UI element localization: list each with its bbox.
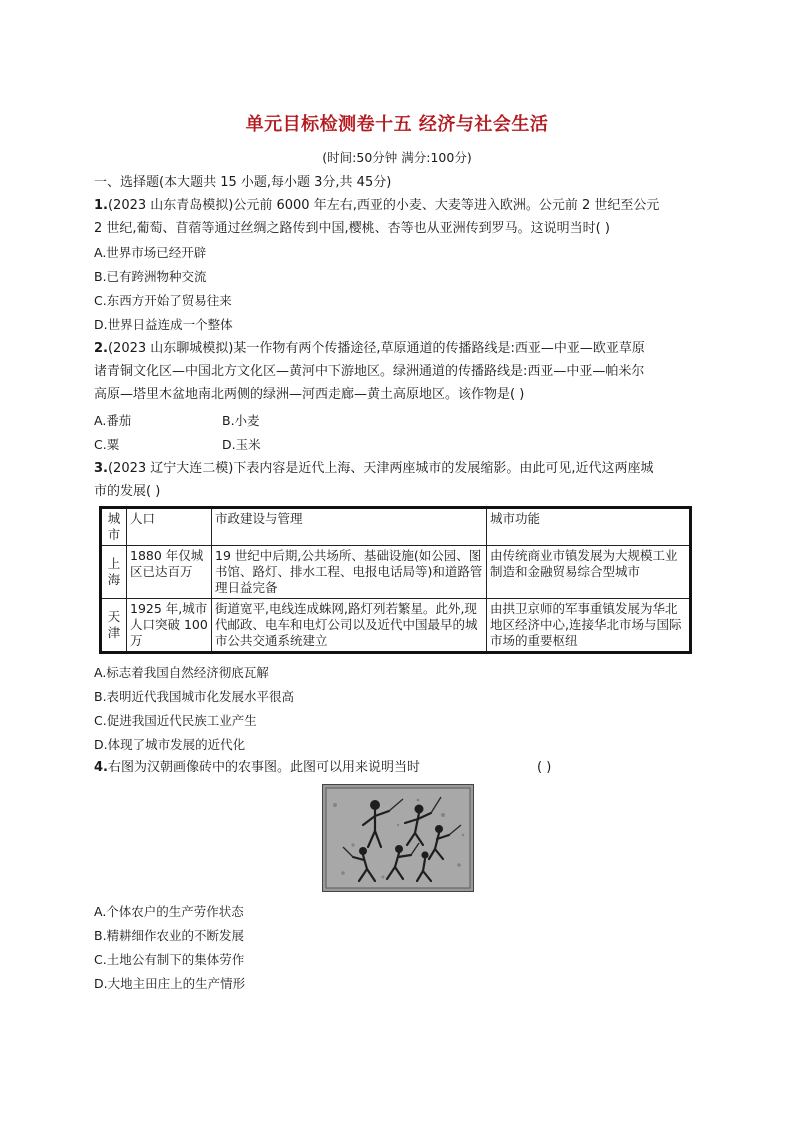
question-3-stem-1: (2023 辽宁大连二模)下表内容是近代上海、天津两座城市的发展缩影。由此可见,近代这两座城: [107, 461, 654, 476]
table-cell-municipal: 19 世纪中后期,公共场所、基础设施(如公园、图书馆、路灯、排水工程、电报电话局等)和道路管理日益完备: [212, 546, 487, 599]
table-cell-municipal: 街道宽平,电线连成蛛网,路灯列若繁星。此外,现代邮政、电车和电灯公司以及近代中国最早的城市公共交通系统建立: [212, 599, 487, 653]
table-header-function: 城市功能: [487, 508, 691, 546]
question-1-option-b[interactable]: B.已有跨洲物种交流: [94, 269, 207, 284]
han-brick-farming-image: [322, 784, 474, 892]
table-header-municipal: 市政建设与管理: [212, 508, 487, 546]
question-2-stem-2: 诸青铜文化区—中国北方文化区—黄河中下游地区。绿洲通道的传播路线是:西亚—中亚—帕米尔: [94, 364, 645, 379]
question-1-option-a[interactable]: A.世界市场已经开辟: [94, 245, 207, 260]
question-3-option-c[interactable]: C.促进我国近代民族工业产生: [94, 713, 257, 728]
question-4-option-c[interactable]: C.土地公有制下的集体劳作: [94, 952, 245, 967]
question-2-line-1: [94, 340, 645, 358]
question-3-stem-2: 市的发展( ): [94, 484, 161, 499]
farming-scene-icon: [323, 785, 473, 891]
question-4-line-1: [94, 759, 420, 777]
question-1-option-c[interactable]: C.东西方开始了贸易往来: [94, 293, 232, 308]
table-header-city: 城市: [101, 508, 127, 546]
table-row: [101, 599, 691, 653]
table-header-row: [101, 508, 691, 546]
question-3-option-b[interactable]: B.表明近代我国城市化发展水平很高: [94, 689, 295, 704]
question-4-option-a[interactable]: A.个体农户的生产劳作状态: [94, 904, 244, 919]
exam-title: 单元目标检测卷十五 经济与社会生活: [245, 114, 549, 135]
question-4-stem-1: 右图为汉朝画像砖中的农事图。此图可以用来说明当时: [107, 760, 420, 775]
table-cell-city: 上海: [101, 546, 127, 599]
section-heading: 一、选择题(本大题共 15 小题,每小题 3分,共 45分): [94, 175, 392, 190]
table-cell-population: 1925 年,城市人口突破 100 万: [127, 599, 212, 653]
table-cell-function: 由拱卫京师的军事重镇发展为华北地区经济中心,连接华北市场与国际市场的重要枢纽: [487, 599, 691, 653]
question-3-option-a[interactable]: A.标志着我国自然经济彻底瓦解: [94, 665, 269, 680]
question-3-number: 3.: [94, 461, 108, 476]
question-1-stem-2: 2 世纪,葡萄、苜蓿等通过丝绸之路传到中国,樱桃、杏等也从亚洲传到罗马。这说明当时( ): [94, 221, 610, 236]
question-2-option-c[interactable]: C.粟: [94, 437, 120, 452]
question-2-option-b[interactable]: B.小麦: [222, 413, 260, 428]
question-2-stem-3: 高原—塔里木盆地南北两侧的绿洲—河西走廊—黄土高原地区。该作物是( ): [94, 387, 525, 402]
table-header-population: 人口: [127, 508, 212, 546]
question-4-answer-paren: ( ): [537, 760, 552, 775]
table-cell-city: 天津: [101, 599, 127, 653]
question-1-option-d[interactable]: D.世界日益连成一个整体: [94, 317, 233, 332]
question-4-number: 4.: [94, 760, 108, 775]
question-1-stem-1: (2023 山东青岛模拟)公元前 6000 年左右,西亚的小麦、大麦等进入欧洲。公元前 2 世纪至公元: [107, 198, 660, 213]
question-3-line-1: [94, 460, 653, 478]
question-2-option-d[interactable]: D.玉米: [222, 437, 261, 452]
question-3-option-d[interactable]: D.体现了城市发展的近代化: [94, 737, 246, 752]
question-2-number: 2.: [94, 341, 108, 356]
exam-subtitle: (时间:50分钟 满分:100分): [322, 150, 472, 165]
city-development-table: [99, 506, 692, 654]
question-1-line-1: [94, 197, 659, 215]
question-4-option-b[interactable]: B.精耕细作农业的不断发展: [94, 928, 245, 943]
question-2-stem-1: (2023 山东聊城模拟)某一作物有两个传播途径,草原通道的传播路线是:西亚—中亚—欧亚草原: [107, 341, 645, 356]
question-1-number: 1.: [94, 198, 108, 213]
table-cell-function: 由传统商业市镇发展为大规模工业制造和金融贸易综合型城市: [487, 546, 691, 599]
question-4-option-d[interactable]: D.大地主田庄上的生产情形: [94, 976, 246, 991]
table-row: [101, 546, 691, 599]
question-2-option-a[interactable]: A.番茄: [94, 413, 132, 428]
table-cell-population: 1880 年仅城区已达百万: [127, 546, 212, 599]
